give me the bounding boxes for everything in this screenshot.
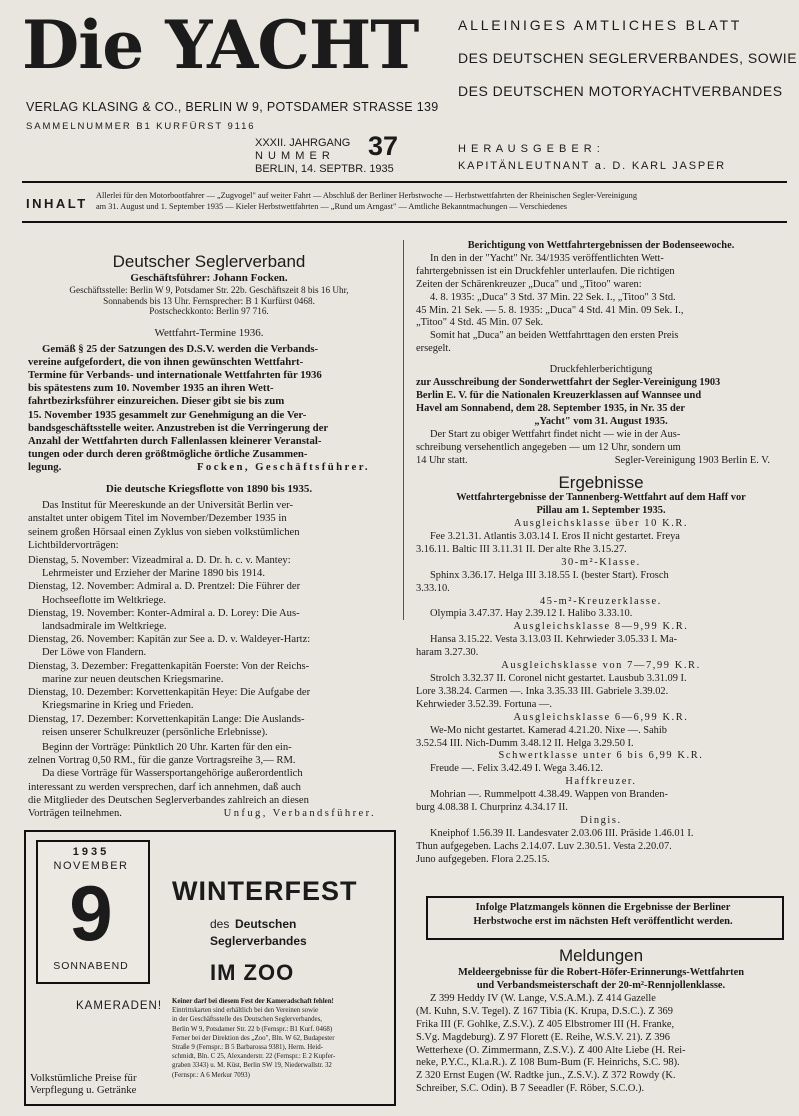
result-line: Olympia 3.47.37. Hay 2.39.12 I. Halibo 3.33.10. (430, 608, 633, 620)
meldungen-title: und Verbandsmeisterschaft der 20-m²-Rennjollenklasse. (476, 979, 726, 991)
ad-text-line: schmidt, Bln. C 25, Alexanderstr. 22 (Fernspr.: E 2 Kupfer- (172, 1053, 336, 1061)
closing-line: zelnen Vortrag 0,50 RM., für die ganze Vortragsreihe 3,— RM. (28, 755, 296, 767)
closing-signature: Unfug, Verbandsführer. (223, 807, 376, 819)
notice-line: Herbstwoche erst im nächsten Heft veröffentlicht werden. (473, 916, 733, 927)
talk-line: landsadmirale im Weltkriege. (42, 621, 167, 633)
flotte-line: Lichtbildervorträgen: (28, 539, 119, 551)
meldung-line: Wetterhexe (O. Zimmermann, Z.S.V.). Z 400 Alte Liebe (H. Rei- (416, 1044, 686, 1056)
termine-line: legung. (28, 460, 62, 473)
talk-line: Dienstag, 5. November: Vizeadmiral a. D. Dr. h. c. v. Mantey: (28, 555, 291, 567)
talk-line: Dienstag, 3. Dezember: Fregattenkapitän Foerste: Von der Reichs- (28, 660, 310, 672)
closing-line: Vorträgen teilnehmen. (28, 807, 122, 819)
flotte-text (28, 499, 390, 552)
correction-title: Berichtigung von Wettfahrtergebnissen der Bodenseewoche. (467, 240, 735, 251)
termine-line: Termine für Verbands- und internationale Wettfahrten für 1936 (28, 369, 322, 382)
ad-small-print (172, 997, 390, 1080)
result-class: Ausgleichsklasse von 7—7,99 K.R. (501, 660, 701, 672)
masthead-title: Die YACHT (22, 6, 419, 84)
result-line: 3.16.11. Baltic III 3.11.31 II. Der alte Rhe 3.15.27. (416, 543, 627, 555)
ad-month: NOVEMBER (53, 860, 129, 872)
notice-text (426, 901, 780, 929)
left-column (28, 252, 390, 820)
closing-line: die Mitglieder des Deutschen Seglerverbandes zahlreich an diesen (28, 794, 309, 806)
talk-line: Dienstag, 26. November: Kapitän zur See a. D. v. Waldeyer-Hartz: (28, 634, 311, 646)
number-label: N U M M E R (255, 150, 331, 162)
phone-line: SAMMELNUMMER B1 KURFÜRST 9116 (26, 121, 256, 132)
contents-line-2: am 31. August und 1. September 1935 — Kieler Herbstwettfahrten — „Rund um Arngast" — Amtliche Bekanntmachungen — Verschiedenes (96, 202, 567, 211)
contents-text (96, 190, 637, 212)
masthead-right-line-3: DES DEUTSCHEN MOTORYACHTVERBANDES (458, 83, 783, 99)
termine-title: Wettfahrt-Termine 1936. (154, 326, 264, 339)
right-column (416, 240, 786, 867)
correction-line: 4. 8. 1935: „Duca" 3 Std. 37 Min. 22 Sek. I., „Titoo" 3 Std. (430, 291, 676, 303)
correction-line: ersegelt. (416, 343, 451, 355)
ad-text-line: Berlin W 9, Potsdamer Str. 22 b (Fernspr.: B1 Kurf. 0468) (172, 1025, 333, 1033)
tannenberg-title: Wettfahrtergebnisse der Tannenberg-Wettfahrt auf dem Haff vor (456, 492, 746, 504)
office-line-2: Sonnabends bis 13 Uhr. Fernsprecher: B 1 Kurfürst 0468. (103, 295, 315, 306)
termine-line: bandsgeschäftsstelle weiter. Anzustreben ist die Verringerung der (28, 421, 329, 434)
talk-line: Dienstag, 19. November: Konter-Admiral a. D. Lorey: Die Aus- (28, 607, 300, 619)
druck-line: schreibung versehentlich angegeben — um 12 Uhr, sondern um (416, 441, 681, 453)
ad-kameraden: KAMERADEN! (76, 1000, 163, 1012)
talk-line: reisen unserer Schulkreuzer (persönliche Erlebnisse). (42, 726, 268, 738)
druck-line: Der Start zu obiger Wettfahrt findet nicht — wie in der Aus- (430, 428, 681, 440)
ad-text-line: Ferner bei der Direktion des „Zoo", Bln. W 62, Budapester (172, 1034, 335, 1042)
talk-item (28, 607, 390, 633)
result-line: Kneiphof 1.56.39 II. Landesvater 2.03.06 III. Präside 1.46.01 I. (430, 827, 694, 839)
termine-signature: Focken, Geschäftsführer. (196, 460, 370, 473)
result-block (416, 815, 786, 867)
contents-label: INHALT (26, 196, 88, 211)
talk-line: Lehrmeister und Erzieher der Marine 1890 bis 1914. (42, 568, 265, 580)
result-class: Ausgleichsklasse 8—9,99 K.R. (513, 621, 689, 633)
masthead-right-line-1: ALLEINIGES AMTLICHES BLATT (458, 17, 743, 33)
correction-line: „Titoo" 4 Std. 45 Min. 07 Sek. (416, 317, 544, 329)
result-block (416, 750, 786, 776)
ad-venue: IM ZOO (210, 960, 295, 985)
druck-signature: Segler-Vereinigung 1903 Berlin E. V. (614, 454, 770, 466)
result-block (416, 518, 786, 557)
manager-line: Geschäftsführer: Johann Focken. (130, 272, 288, 285)
ad-org-1: Deutschen (235, 917, 297, 931)
druck-text (416, 377, 786, 429)
result-block (416, 596, 786, 622)
result-line: 3.33.10. (416, 582, 450, 594)
result-line: Sphinx 3.36.17. Helga III 3.18.55 I. (bester Start). Frosch (430, 569, 669, 581)
talk-line: Dienstag, 10. Dezember: Korvettenkapitän Heye: Die Aufgabe der (28, 687, 311, 699)
contents-rule (22, 221, 787, 223)
result-class: 45-m²-Kreuzerklasse. (540, 595, 662, 607)
result-block (416, 776, 786, 815)
result-line: Strolch 3.32.37 II. Coronel nicht gestartet. Lausbub 3.31.09 I. (430, 673, 687, 684)
office-line-3: Postscheckkonto: Berlin 97 716. (149, 306, 269, 317)
tannenberg-title: Pillau am 1. September 1935. (536, 505, 666, 517)
ad-text-line: (Fernspr.: A 6 Merkur 7093) (172, 1071, 250, 1079)
result-class: Schwertklasse unter 6 bis 6,99 K.R. (498, 750, 704, 762)
closing-line: Beginn der Vorträge: Pünktlich 20 Uhr. Karten für den ein- (42, 741, 292, 753)
flotte-line: Das Institut für Meereskunde an der Universität Berlin ver- (42, 500, 294, 512)
ad-org-2: Seglerverbandes (210, 934, 307, 948)
meldung-line: neke, P.Y.C., Kl.a.R.). Z 108 Bum-Bum (F. Heinrichs, S.C. 98). (416, 1057, 680, 1069)
meldungen-section (416, 946, 786, 1096)
result-line: Mohrian —. Rummelpott 4.38.49. Wappen von Branden- (430, 789, 668, 801)
meldungen-heading: Meldungen (558, 946, 644, 965)
termine-line: Anzahl der Wettfahrten durch Fallenlassen kleinerer Veranstal- (28, 434, 322, 447)
ad-text-line: Straße 9 (Fernspr.: B 5 Barbarossa 9381), Herm. Heid- (172, 1044, 323, 1052)
result-line: Freude —. Felix 3.42.49 I. Wega 3.46.12. (430, 763, 603, 775)
masthead-right-line-2: DES DEUTSCHEN SEGLERVERBANDES, SOWIE (458, 50, 798, 66)
ad-des: des (210, 917, 230, 931)
meldung-line: Schreiber, S.C. Odin). B 7 Seeadler (F. Röber, S.C.O.). (416, 1082, 645, 1094)
talk-item (28, 554, 390, 580)
meldung-line: Z 320 Ernst Eugen (W. Radtke jun., Z.S.V.). Z 372 Rowdy (K. (416, 1070, 676, 1082)
volume: XXXII. JAHRGANG (255, 137, 351, 149)
meldung-line: S.Vg. Magdeburg). Z 97 Florett (E. Reihe, W.S.V. 21). Z 396 (416, 1031, 670, 1043)
correction-line: fahrtergebnissen ist ein Druckfehler unterlaufen. Die richtigen (416, 265, 675, 277)
druck-title: Druckfehlerberichtigung (549, 364, 653, 376)
druck-line: Berlin E. V. für die Nationalen Kreuzerklassen auf Wannsee und (416, 389, 702, 401)
meldungen-title: Meldeergebnisse für die Robert-Höfer-Erinnerungs-Wettfahrten (458, 966, 744, 978)
flotte-line: anstaltet unter obigem Titel im November/Dezember 1935 in (28, 513, 287, 525)
meldung-line: Z 399 Heddy IV (W. Lange, V.S.A.M.). Z 414 Gazelle (430, 993, 656, 1005)
editor-name: KAPITÄNLEUTNANT a. D. KARL JASPER (458, 160, 726, 172)
talk-item (28, 660, 390, 686)
result-class: Dingis. (580, 814, 622, 826)
publisher-line: VERLAG KLASING & CO., BERLIN W 9, POTSDAMER STRASSE 139 (26, 100, 439, 114)
talk-line: Dienstag, 12. November: Admiral a. D. Prentzel: Die Führer der (28, 581, 301, 593)
ad-text-line: in der Geschäftsstelle des Deutschen Seglerverbandes, (172, 1016, 323, 1024)
correction-line: 45 Min. 21 Sek. — 5. 8. 1935: „Duca" 4 Std. 41 Min. 09 Sek. I., (416, 304, 684, 316)
result-line: Kehrwieder 3.52.39. Fortuna —. (416, 698, 552, 710)
ad-text-line: Eintrittskarten sind erhältlich bei den Vereinen sowie (172, 1007, 319, 1015)
issue-number: 37 (368, 131, 399, 161)
meldungen-list (416, 993, 786, 1095)
result-line: Lore 3.38.24. Carmen —. Inka 3.35.33 III. Gabriele 3.39.02. (416, 685, 669, 697)
header-rule (22, 181, 787, 183)
issue-date: BERLIN, 14. SEPTBR. 1935 (255, 163, 394, 175)
druck-line: „Yacht" vom 31. August 1935. (534, 415, 668, 427)
ad-text-line: graben 3343) u. M. Küst, Berlin SW 19, Niederwallstr. 32 (172, 1062, 332, 1070)
result-line: burg 4.08.38 I. Churprinz 4.34.17 II. (416, 802, 568, 814)
flotte-line: seinem großen Hörsaal einen Zyklus von sieben volkstümlichen (28, 526, 300, 538)
talk-item (28, 713, 390, 739)
talk-item (28, 580, 390, 606)
talk-list (28, 554, 390, 739)
office-line-1: Geschäftsstelle: Berlin W 9, Potsdamer Str. 22b. Geschäftszeit 8 bis 16 Uhr, (69, 285, 349, 296)
ad-headline: WINTERFEST (172, 876, 358, 906)
ad-day: 9 (69, 869, 113, 957)
result-block (416, 712, 786, 751)
ad-text-line: Keiner darf bei diesem Fest der Kameradschaft fehlen! (172, 998, 334, 1005)
talk-line: Dienstag, 17. Dezember: Korvettenkapitän Lange: Die Auslands- (28, 713, 305, 725)
result-class: Haffkreuzer. (565, 776, 637, 788)
talk-line: Der Löwe von Flandern. (42, 647, 147, 659)
result-block (416, 621, 786, 660)
ergebnisse-heading: Ergebnisse (558, 473, 644, 493)
ad-prices-line: Verpflegung u. Getränke (30, 1084, 137, 1096)
druck-line: zur Ausschreibung der Sonderwettfahrt der Segler-Vereinigung 1903 (416, 377, 721, 389)
correction-line: Somit hat „Duca" an beiden Wettfahrttagen den ersten Preis (430, 330, 679, 342)
termine-line: tungen oder durch deren größtmögliche örtliche Zusammen- (28, 447, 308, 460)
result-class: 30-m²-Klasse. (561, 556, 641, 568)
closing-line: interessant zu werden versprechen, darf ich annehmen, daß auch (28, 781, 301, 793)
ad-year: 1935 (72, 846, 110, 858)
talk-line: marine zur neuen deutschen Kriegsmarine. (42, 673, 224, 685)
termine-line: 15. November 1935 gesammelt zur Genehmigung an die Ver- (28, 408, 307, 421)
result-line: Fee 3.21.31. Atlantis 3.03.14 I. Eros II nicht gestartet. Freya (430, 531, 680, 543)
column-divider (403, 240, 404, 620)
correction-line: In den in der "Yacht" Nr. 34/1935 veröffentlichten Wett- (430, 252, 664, 264)
meldung-line: (M. Kuhn, S.V. Tegel). Z 167 Tibia (K. Krupa, D.S.C.). Z 369 (416, 1006, 673, 1018)
dsv-heading: Deutscher Seglerverband (112, 252, 306, 271)
closing-line: Da diese Vorträge für Wassersportangehörige außerordentlich (42, 768, 303, 780)
ad-weekday: SONNABEND (53, 960, 129, 972)
correction-line: Zeiten der Schärenkreuzer „Duca" und „Titoo" waren: (416, 278, 642, 290)
result-line: Juno aufgegeben. Flora 2.25.15. (416, 853, 550, 865)
result-class: Ausgleichsklasse über 10 K.R. (513, 518, 689, 530)
result-class: Ausgleichsklasse 6—6,99 K.R. (513, 711, 689, 723)
talk-item (28, 686, 390, 712)
talk-line: Hochseeflotte im Weltkriege. (42, 594, 166, 606)
termine-line: bis spätestens zum 10. November 1935 an ihren Wett- (28, 382, 274, 395)
druck-line: Havel am Sonnabend, dem 28. September 1935, in Nr. 35 der (416, 402, 686, 414)
result-line: Hansa 3.15.22. Vesta 3.13.03 II. Kehrwieder 3.05.33 I. Ma- (430, 634, 678, 646)
ad-prices (30, 1072, 137, 1096)
result-block (416, 557, 786, 596)
result-line: haram 3.27.30. (416, 647, 479, 659)
notice-line: Infolge Platzmangels können die Ergebnisse der Berliner (475, 902, 731, 913)
result-line: We-Mo nicht gestartet. Kamerad 4.21.20. Nixe —. Sahib (430, 724, 667, 736)
contents-line-1: Allerlei für den Motorbootfahrer — „Zugvogel" auf weiter Fahrt — Abschluß der Berliner Herbstwoche — Herbstwettfahrten der Rheinischen Segler-Vereinigung (96, 191, 637, 200)
talk-line: Kriegsmarine in Krieg und Frieden. (42, 700, 194, 712)
closing-text (28, 741, 390, 820)
termine-line: vereine aufgefordert, die von ihnen gewünschten Wettfahrt- (28, 356, 304, 369)
result-line: 3.52.54 III. Nich-Dumm 3.48.12 II. Helga 3.29.50 I. (416, 737, 634, 749)
termine-line: fahrtbezirksführer einzureichen. Dieser gibt sie bis zum (28, 395, 285, 408)
result-block (416, 660, 786, 712)
result-line: Thun aufgegeben. Lachs 2.14.07. Luv 2.30.51. Vesta 2.20.07. (416, 840, 672, 852)
termine-text (28, 343, 390, 474)
termine-line: Gemäß § 25 der Satzungen des D.S.V. werden die Verbands- (42, 343, 319, 356)
talk-item (28, 633, 390, 659)
flotte-title: Die deutsche Kriegsflotte von 1890 bis 1935. (105, 483, 313, 496)
ad-prices-line: Volkstümliche Preise für (30, 1072, 137, 1084)
meldung-line: Frika III (F. Gohlke, Z.S.V.). Z 405 Elbstromer III (H. Franke, (416, 1018, 675, 1030)
results-list (416, 518, 786, 866)
druck-line: 14 Uhr statt. (416, 454, 468, 466)
editor-label: H E R A U S G E B E R : (458, 143, 601, 155)
